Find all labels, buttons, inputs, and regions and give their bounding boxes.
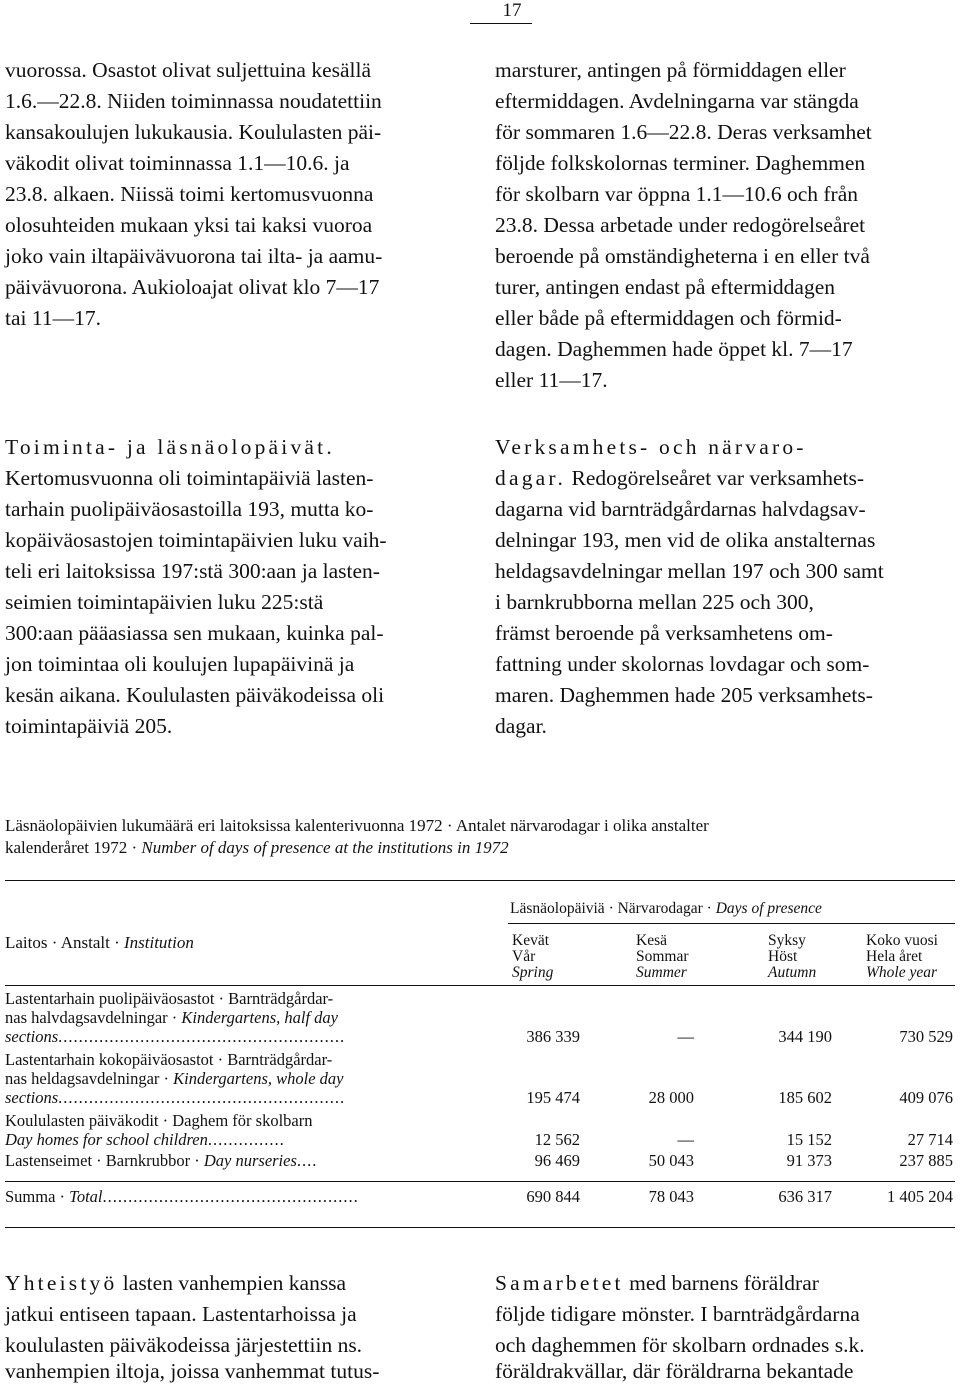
cell-spring: 386 339	[526, 1027, 580, 1046]
text-line: kesän aikana. Koululasten päiväkodeissa oli	[5, 683, 385, 707]
header-rule	[470, 23, 532, 24]
text-line: kansakoulujen lukukausia. Koululasten päi-	[5, 120, 382, 144]
text-line: dagen. Daghemmen hade öppet kl. 7—17	[495, 337, 853, 361]
text-line: koululasten päiväkodeissa järjestettiin ns.	[5, 1333, 363, 1357]
row-label-line: Lastentarhain kokopäiväosastot · Barnträdgårdar-	[5, 1050, 333, 1069]
text-line: toimintapäiviä 205.	[5, 714, 173, 738]
text-line: i barnkrubborna mellan 225 och 300,	[495, 590, 814, 614]
table-top-rule	[5, 880, 955, 881]
cell-autumn: 344 190	[778, 1027, 832, 1046]
text-line: dagarna vid barnträdgårdarnas halvdagsav-	[495, 497, 866, 521]
total-autumn: 636 317	[778, 1187, 832, 1206]
total-spring: 690 844	[526, 1187, 580, 1206]
text-line: olosuhteiden mukaan yksi tai kaksi vuoroa	[5, 213, 373, 237]
section-heading: Toiminta- ja läsnäolopäivät.	[5, 435, 335, 459]
text-line: vuorossa. Osastot olivat suljettuina kesällä	[5, 58, 372, 82]
text-line	[495, 463, 864, 494]
cell-summer: 50 043	[648, 1151, 694, 1170]
group-header-rule	[508, 923, 955, 924]
group-header: Läsnäolopäiviä · Närvarodagar · Days of presence	[510, 900, 822, 917]
text-line: maren. Daghemmen hade 205 verksamhets-	[495, 683, 873, 707]
cell-whole-year: 237 885	[899, 1151, 953, 1170]
text-line: följde tidigare mönster. I barnträdgårdarna	[495, 1302, 860, 1326]
text-line: tarhain puolipäiväosastoilla 193, mutta ko-	[5, 497, 374, 521]
table-caption-line	[5, 837, 509, 859]
cell-spring: 96 469	[534, 1151, 580, 1170]
text-line: för sommaren 1.6—22.8. Deras verksamhet	[495, 120, 872, 144]
row-label-line: Day homes for school children...............	[5, 1130, 285, 1149]
text-line: jon toimintaa oli koulujen lupapäivinä ja	[5, 652, 355, 676]
row-label-line: nas halvdagsavdelningar · Kindergartens, half day	[5, 1008, 338, 1027]
text-line: seimien toimintapäivien luku 225:stä	[5, 590, 324, 614]
text-line: eller både på eftermiddagen och förmid-	[495, 306, 842, 330]
section-heading: Verksamhets- och närvaro-	[495, 435, 807, 459]
header-bottom-rule	[5, 985, 955, 986]
text-line: turer, antingen endast på eftermiddagen	[495, 275, 836, 299]
text-line: eftermiddagen. Avdelningarna var stängda	[495, 89, 859, 113]
total-rule	[5, 1181, 955, 1182]
text-line: 300:aan pääasiassa sen mukaan, kuinka pal-	[5, 621, 384, 645]
text-line: marsturer, antingen på förmiddagen eller	[495, 58, 846, 82]
column-header-autumn: Syksy Höst Autumn	[768, 932, 817, 981]
row-label-line: Lastentarhain puolipäiväosastot · Barnträdgårdar-	[5, 989, 334, 1008]
text-line: Kertomusvuonna oli toimintapäiviä lasten-	[5, 466, 374, 490]
institution-header: Laitos · Anstalt · Institution	[5, 933, 194, 952]
column-header-spring: Kevät Vår Spring	[512, 932, 554, 981]
cell-summer: —	[677, 1130, 694, 1149]
text-fragment: lasten vanhempien kanssa	[122, 1271, 347, 1295]
cell-autumn: 15 152	[786, 1130, 832, 1149]
column-header-summer: Kesä Sommar Summer	[636, 932, 689, 981]
cell-autumn: 91 373	[786, 1151, 832, 1170]
text-line: eller 11—17.	[495, 368, 608, 392]
column-header-whole-year: Koko vuosi Hela året Whole year	[866, 932, 938, 981]
text-line: följde folkskolornas terminer. Daghemmen	[495, 151, 866, 175]
text-line: tai 11—17.	[5, 306, 101, 330]
section-heading: Yhteistyö	[5, 1271, 118, 1295]
page-number: 17	[502, 0, 522, 21]
caption-english: Number of days of presence at the institutions in 1972	[141, 838, 509, 857]
cell-summer: 28 000	[648, 1088, 694, 1107]
text-line: dagar.	[495, 714, 547, 738]
text-line: jatkui entiseen tapaan. Lastentarhoissa ja	[5, 1302, 357, 1326]
text-line: föräldrakvällar, där föräldrarna bekantade	[495, 1359, 854, 1383]
table-caption-line: Läsnäolopäivien lukumäärä eri laitoksissa kalenterivuonna 1972 · Antalet närvarodagar i olika anstalter	[5, 816, 709, 835]
caption-text: kalenderåret 1972 ·	[5, 838, 142, 857]
cell-summer: —	[677, 1027, 694, 1046]
text-line: vanhempien iltoja, joissa vanhemmat tutus-	[5, 1359, 380, 1383]
text-line: delningar 193, men vid de olika anstalternas	[495, 528, 876, 552]
total-whole-year: 1 405 204	[887, 1187, 953, 1206]
row-label-line: sections........................................................	[5, 1027, 346, 1046]
text-line: för skolbarn var öppna 1.1—10.6 och från	[495, 182, 859, 206]
text-fragment: Redogörelseåret var verksamhets-	[571, 466, 865, 490]
cell-whole-year: 730 529	[899, 1027, 953, 1046]
text-line: 23.8. alkaen. Niissä toimi kertomusvuonna	[5, 182, 374, 206]
text-line: och daghemmen för skolbarn ordnades s.k.	[495, 1333, 865, 1357]
text-line: 1.6.—22.8. Niiden toiminnassa noudatettiin	[5, 89, 382, 113]
text-line: fattning under skolornas lovdagar och som-	[495, 652, 870, 676]
text-line: teli eri laitoksissa 197:stä 300:aan ja lasten-	[5, 559, 380, 583]
text-line: joko vain iltapäivävuorona tai ilta- ja aamu-	[5, 244, 383, 268]
total-label: Summa · Total..................................................	[5, 1187, 359, 1206]
row-label-line: nas heldagsavdelningar · Kindergartens, whole day	[5, 1069, 344, 1088]
text-line: väkodit olivat toiminnassa 1.1—10.6. ja	[5, 151, 350, 175]
section-heading-continued: dagar.	[495, 466, 567, 490]
cell-spring: 12 562	[534, 1130, 580, 1149]
text-line: kopäiväosastojen toimintapäivien luku vaih-	[5, 528, 387, 552]
text-line: heldagsavdelningar mellan 197 och 300 samt	[495, 559, 884, 583]
cell-autumn: 185 602	[778, 1088, 832, 1107]
text-line	[5, 1268, 346, 1299]
total-summer: 78 043	[648, 1187, 694, 1206]
text-line: 23.8. Dessa arbetade under redogörelseåret	[495, 213, 866, 237]
cell-whole-year: 27 714	[907, 1130, 953, 1149]
text-line: främst beroende på verksamhetens om-	[495, 621, 833, 645]
row-label-line: sections........................................................	[5, 1088, 346, 1107]
cell-spring: 195 474	[526, 1088, 580, 1107]
row-label-line: Koululasten päiväkodit · Daghem för skolbarn	[5, 1111, 313, 1130]
section-heading: Samarbetet	[495, 1271, 624, 1295]
text-line	[495, 1268, 819, 1299]
table-bottom-rule	[5, 1227, 955, 1228]
text-fragment: med barnens föräldrar	[629, 1271, 819, 1295]
text-line: beroende på omständigheterna i en eller två	[495, 244, 870, 268]
cell-whole-year: 409 076	[899, 1088, 953, 1107]
text-line: päivävuorona. Aukioloajat olivat klo 7—17	[5, 275, 380, 299]
row-label-line: Lastenseimet · Barnkrubbor · Day nurseries....	[5, 1151, 318, 1170]
